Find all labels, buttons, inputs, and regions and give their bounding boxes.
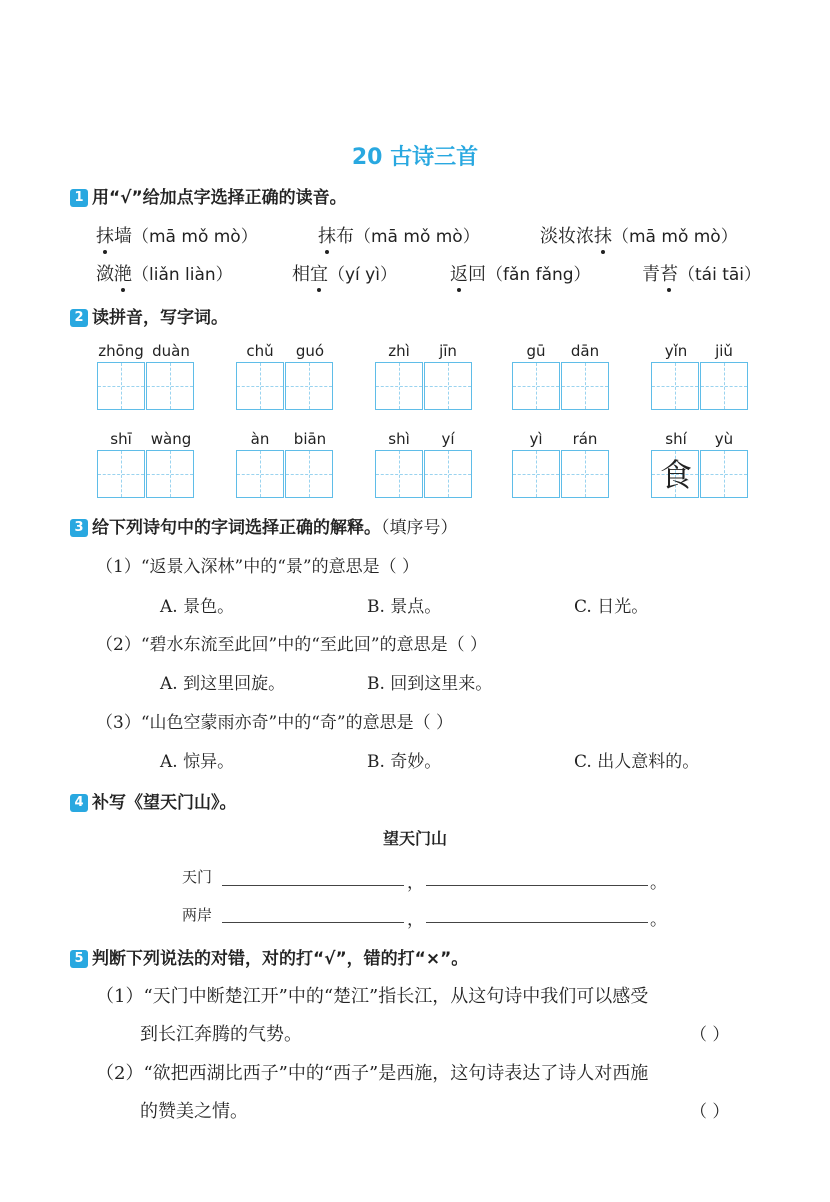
pinyin: shī <box>110 430 132 448</box>
q3-item-1-label: （1）“返景入深林”中的“景”的意思是（ ） <box>96 557 419 577</box>
writing-box[interactable] <box>285 450 333 498</box>
writing-box[interactable] <box>512 450 560 498</box>
dotted-char: 抹 <box>318 226 336 247</box>
answer-blank[interactable] <box>222 885 404 886</box>
q1-item-4: 潋滟（liǎn liàn） <box>96 264 233 285</box>
question-number-badge: 3 <box>70 519 88 537</box>
period: 。 <box>650 910 667 930</box>
q1-item-7: 青苔（tái tāi） <box>642 264 762 285</box>
pinyin: biān <box>293 430 327 448</box>
pinyin: shì <box>388 430 410 448</box>
question-1-heading <box>70 183 347 208</box>
q1-item-6: 返回（fǎn fǎng） <box>450 264 591 285</box>
q3-option-c[interactable]: C. 日光。 <box>574 597 649 617</box>
dotted-char: 滟 <box>114 264 132 285</box>
writing-box[interactable] <box>285 362 333 410</box>
dotted-char: 抹 <box>96 226 114 247</box>
pinyin-options[interactable]: （mā mǒ mò） <box>132 227 258 247</box>
pinyin: yì <box>529 430 543 448</box>
writing-box[interactable] <box>146 362 194 410</box>
pinyin-options[interactable]: （fǎn fǎng） <box>486 265 591 285</box>
dotted-char: 苔 <box>660 264 678 285</box>
pinyin: yí <box>441 430 455 448</box>
pinyin: yǐn <box>664 342 688 360</box>
question-4-prompt: 补写《望天门山》。 <box>92 793 237 813</box>
period: 。 <box>650 873 667 893</box>
pinyin-options[interactable]: （tái tāi） <box>678 265 762 285</box>
writing-box[interactable] <box>146 450 194 498</box>
question-5-heading <box>70 944 468 969</box>
writing-box[interactable] <box>561 362 609 410</box>
pinyin: dān <box>570 342 600 360</box>
writing-box[interactable] <box>236 362 284 410</box>
question-2-prompt: 读拼音，写字词。 <box>92 308 228 328</box>
answer-parentheses[interactable]: （ ） <box>690 1102 730 1122</box>
writing-box[interactable] <box>97 362 145 410</box>
pinyin: jiǔ <box>715 342 733 360</box>
question-number-badge: 1 <box>70 189 88 207</box>
writing-box[interactable] <box>561 450 609 498</box>
q3-item-2-label: （2）“碧水东流至此回”中的“至此回”的意思是（ ） <box>96 635 487 655</box>
pinyin: àn <box>250 430 270 448</box>
pinyin: chǔ <box>246 342 274 360</box>
pinyin: guó <box>295 342 325 360</box>
comma: ， <box>407 910 424 930</box>
pinyin: gū <box>526 342 546 360</box>
q3-option-a[interactable]: A. 景色。 <box>160 597 235 617</box>
writing-box-prefilled <box>651 450 699 498</box>
q3-option-a[interactable]: A. 惊异。 <box>160 752 235 772</box>
writing-box[interactable] <box>512 362 560 410</box>
q3-option-b[interactable]: B. 景点。 <box>367 597 442 617</box>
pinyin: yù <box>714 430 734 448</box>
q1-item-5: 相宜（yí yì） <box>292 264 397 285</box>
writing-box[interactable] <box>97 450 145 498</box>
q5-item-1-line-1: （1）“天门中断楚江开”中的“楚江”指长江，从这句诗中我们可以感受 <box>96 986 649 1007</box>
q5-item-2-line-2: 的赞美之情。 <box>140 1101 248 1122</box>
page-title: 20 古诗三首 <box>351 145 479 170</box>
answer-blank[interactable] <box>426 922 648 923</box>
pinyin: wàng <box>150 430 192 448</box>
pinyin: duàn <box>152 342 190 360</box>
pinyin-options[interactable]: （liǎn liàn） <box>132 265 233 285</box>
prefilled-char: 食 <box>659 456 692 494</box>
q3-item-3-label: （3）“山色空蒙雨亦奇”中的“奇”的意思是（ ） <box>96 713 453 733</box>
poem-line-2-start: 两岸 <box>182 906 213 924</box>
question-5-prompt: 判断下列说法的对错，对的打“√”，错的打“×”。 <box>92 949 469 969</box>
pinyin-options[interactable]: （mā mǒ mò） <box>612 227 738 247</box>
poem-title: 望天门山 <box>382 829 447 848</box>
q1-item-3: 淡妆浓抹（mā mǒ mò） <box>540 226 738 247</box>
q3-option-b[interactable]: B. 奇妙。 <box>367 752 442 772</box>
question-number-badge: 5 <box>70 950 88 968</box>
writing-box[interactable] <box>375 362 423 410</box>
question-3-heading <box>70 513 458 538</box>
question-4-heading <box>70 788 237 813</box>
poem-line-1-start: 天门 <box>182 868 213 886</box>
writing-box[interactable] <box>700 450 748 498</box>
writing-box[interactable] <box>375 450 423 498</box>
dotted-char: 返 <box>450 264 468 285</box>
question-3-prompt: 给下列诗句中的字词选择正确的解释。 <box>92 518 381 538</box>
question-number-badge: 2 <box>70 309 88 327</box>
writing-box[interactable] <box>651 362 699 410</box>
dotted-char: 抹 <box>594 226 612 247</box>
pinyin-options[interactable]: （mā mǒ mò） <box>354 227 480 247</box>
writing-box[interactable] <box>424 450 472 498</box>
question-3-hint: （填序号） <box>381 518 458 538</box>
pinyin: zhì <box>388 342 410 360</box>
q3-option-c[interactable]: C. 出人意料的。 <box>574 752 700 772</box>
q5-item-2-line-1: （2）“欲把西湖比西子”中的“西子”是西施，这句诗表达了诗人对西施 <box>96 1063 649 1084</box>
writing-box[interactable] <box>424 362 472 410</box>
answer-parentheses[interactable]: （ ） <box>690 1025 730 1045</box>
pinyin: jīn <box>439 342 457 360</box>
writing-box[interactable] <box>700 362 748 410</box>
writing-box[interactable] <box>236 450 284 498</box>
pinyin: zhōng <box>98 342 144 360</box>
q3-option-a[interactable]: A. 到这里回旋。 <box>160 674 286 694</box>
pinyin-options[interactable]: （yí yì） <box>328 265 397 285</box>
question-1-prompt: 用“√”给加点字选择正确的读音。 <box>92 188 347 208</box>
question-2-heading <box>70 303 228 328</box>
pinyin: shí <box>665 430 687 448</box>
answer-blank[interactable] <box>222 922 404 923</box>
q3-option-b[interactable]: B. 回到这里来。 <box>367 674 493 694</box>
q1-item-2: 抹布（mā mǒ mò） <box>318 226 480 247</box>
question-number-badge: 4 <box>70 794 88 812</box>
pinyin: rán <box>572 430 598 448</box>
answer-blank[interactable] <box>426 885 648 886</box>
comma: ， <box>407 873 424 893</box>
q1-item-1: 抹墙（mā mǒ mò） <box>96 226 258 247</box>
dotted-char: 宜 <box>310 264 328 285</box>
q5-item-1-line-2: 到长江奔腾的气势。 <box>140 1024 302 1045</box>
